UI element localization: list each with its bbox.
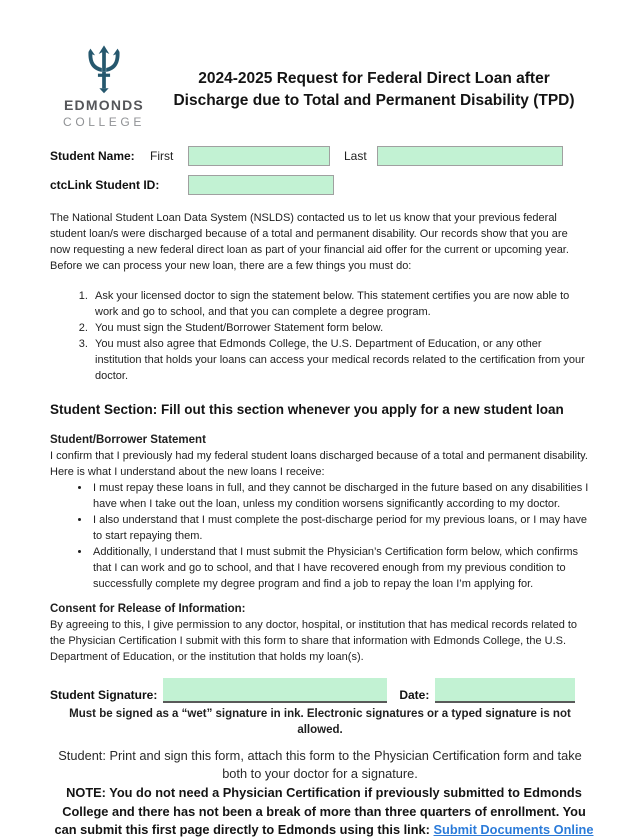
note-paragraph xyxy=(50,784,598,840)
student-name-label: Student Name: xyxy=(50,149,135,163)
logo-wordmark: EDMONDS xyxy=(64,97,144,113)
required-steps-list xyxy=(50,288,590,384)
intro-paragraph: The National Student Loan Data System (NSLDS) contacted us to let us know that your previous federal student loan/s were discharged because of a total and permanent disability. Our records show that you are now requesting a new federal direct loan as part of your financial aid offer for the current or upcoming year. Before we can process your new loan, there are a few things you must do: xyxy=(50,212,569,272)
bullet-item: • Additionally, I understand that I must submit the Physician’s Certification form below, which confirms that I can work and go to school, and that I have recovered enough from my previous condition to successfully complete my degree program and find a job to repay the loan I’m applying for. xyxy=(91,544,590,592)
form-header xyxy=(50,44,590,130)
consent-heading: Consent for Release of Information: xyxy=(50,603,246,615)
last-name-label: Last xyxy=(344,149,367,163)
note-text: NOTE: You do not need a Physician Certification if previously submitted to Edmonds College and there has not been a break of more than three quarters of enrollment. You can submit this first page directly to Edmonds using this link: xyxy=(54,785,586,837)
edmonds-college-logo xyxy=(50,44,158,130)
student-name-row xyxy=(50,146,590,166)
consent-body: By agreeing to this, I give permission to any doctor, hospital, or institution that has medical records related to the Physician Certification I submit with this form to share that information with Edmonds College, the U.S. Department of Education, or the institution that holds my loan(s). xyxy=(50,619,578,663)
borrower-statement-bullets xyxy=(50,480,590,592)
date-label: Date: xyxy=(399,688,430,702)
step-item: 2. You must sign the Student/Borrower Statement form below. xyxy=(91,320,590,336)
print-instruction: Student: Print and sign this form, attach this form to the Physician Certification form and take both to your doctor for a signature. xyxy=(58,748,582,781)
ctclink-id-row xyxy=(50,175,590,195)
submit-documents-link[interactable]: Submit Documents Online xyxy=(433,822,594,837)
ctclink-id-input[interactable] xyxy=(188,175,334,195)
first-name-label: First xyxy=(150,149,174,163)
bullet-item: • I must repay these loans in full, and they cannot be discharged in the future based on any disabilities I have when I take out the loan, unless my condition worsens significantly according to my doctor. xyxy=(91,480,590,512)
last-name-input[interactable] xyxy=(377,146,563,166)
borrower-statement-heading: Student/Borrower Statement xyxy=(50,434,206,446)
logo-wordmark-sub: COLLEGE xyxy=(63,115,145,129)
date-input[interactable] xyxy=(435,678,575,703)
step-item: 3. You must also agree that Edmonds College, the U.S. Department of Education, or any other institution that holds your loans can access your medical records related to the certification from your doctor. xyxy=(91,336,590,384)
student-section-heading: Student Section: Fill out this section whenever you apply for a new student loan xyxy=(50,402,564,417)
step-item: 1. Ask your licensed doctor to sign the statement below. This statement certifies you are now able to work and go to school, and that you can complete a degree program. xyxy=(91,288,590,320)
trident-icon xyxy=(81,44,127,94)
borrower-statement-intro: I confirm that I previously had my federal student loans discharged because of a total and permanent disability. Here is what I understand about the new loans I receive: xyxy=(50,450,588,478)
first-name-input[interactable] xyxy=(188,146,330,166)
ctclink-id-label: ctcLink Student ID: xyxy=(50,178,160,192)
signature-row xyxy=(50,678,590,703)
page-title: 2024-2025 Request for Federal Direct Loan after Discharge due to Total and Permanent Disability (TPD) xyxy=(173,70,575,109)
bullet-item: • I also understand that I must complete the post-discharge period for my previous loans, or I may have to start repaying them. xyxy=(91,512,590,544)
wet-signature-note: Must be signed as a “wet” signature in ink. Electronic signatures or a typed signature is not allowed. xyxy=(69,708,571,736)
student-signature-input[interactable] xyxy=(163,678,387,703)
student-signature-label: Student Signature: xyxy=(50,688,158,702)
